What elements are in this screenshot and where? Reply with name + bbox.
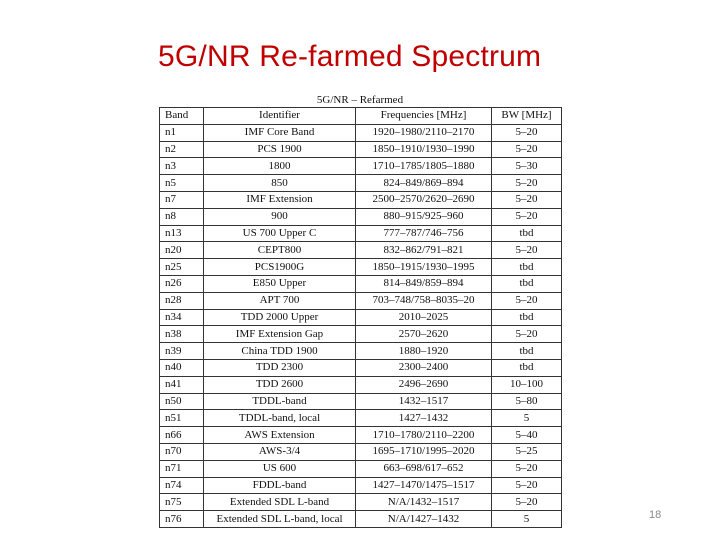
table-row xyxy=(160,225,562,242)
cell-band: n20 xyxy=(160,242,204,259)
cell-identifier: 900 xyxy=(204,208,356,225)
cell-bw: 10–100 xyxy=(492,376,562,393)
cell-frequencies: 2496–2690 xyxy=(356,376,492,393)
cell-identifier: 850 xyxy=(204,175,356,192)
cell-identifier: IMF Core Band xyxy=(204,124,356,141)
cell-frequencies: 1710–1780/2110–2200 xyxy=(356,427,492,444)
table-row xyxy=(160,208,562,225)
cell-band: n13 xyxy=(160,225,204,242)
cell-bw: 5–20 xyxy=(492,460,562,477)
cell-band: n34 xyxy=(160,309,204,326)
cell-identifier: IMF Extension xyxy=(204,191,356,208)
cell-identifier: US 600 xyxy=(204,460,356,477)
cell-frequencies: 824–849/869–894 xyxy=(356,175,492,192)
cell-bw: tbd xyxy=(492,259,562,276)
cell-bw: tbd xyxy=(492,359,562,376)
cell-frequencies: 1432–1517 xyxy=(356,393,492,410)
table-row xyxy=(160,460,562,477)
cell-identifier: US 700 Upper C xyxy=(204,225,356,242)
table-row xyxy=(160,124,562,141)
table-row xyxy=(160,326,562,343)
cell-bw: 5–20 xyxy=(492,242,562,259)
cell-bw: 5–20 xyxy=(492,124,562,141)
header-frequencies: Frequencies [MHz] xyxy=(356,108,492,125)
cell-identifier: TDD 2300 xyxy=(204,359,356,376)
cell-identifier: 1800 xyxy=(204,158,356,175)
cell-frequencies: N/A/1432–1517 xyxy=(356,494,492,511)
cell-band: n1 xyxy=(160,124,204,141)
table-row xyxy=(160,494,562,511)
cell-band: n7 xyxy=(160,191,204,208)
spectrum-table xyxy=(159,107,562,528)
page-number: 18 xyxy=(649,509,662,521)
table-row xyxy=(160,443,562,460)
cell-bw: tbd xyxy=(492,343,562,360)
cell-band: n38 xyxy=(160,326,204,343)
cell-bw: tbd xyxy=(492,275,562,292)
cell-frequencies: 1710–1785/1805–1880 xyxy=(356,158,492,175)
table-row xyxy=(160,376,562,393)
cell-band: n51 xyxy=(160,410,204,427)
cell-bw: 5–20 xyxy=(492,326,562,343)
table-caption: 5G/NR – Refarmed xyxy=(316,94,404,106)
table-row xyxy=(160,191,562,208)
cell-identifier: FDDL-band xyxy=(204,477,356,494)
cell-band: n70 xyxy=(160,443,204,460)
cell-bw: tbd xyxy=(492,309,562,326)
table-row xyxy=(160,427,562,444)
cell-identifier: APT 700 xyxy=(204,292,356,309)
cell-bw: 5–30 xyxy=(492,158,562,175)
spectrum-table-figure xyxy=(159,93,561,528)
header-bw: BW [MHz] xyxy=(492,108,562,125)
cell-frequencies: 1850–1915/1930–1995 xyxy=(356,259,492,276)
cell-band: n26 xyxy=(160,275,204,292)
table-body xyxy=(160,124,562,527)
cell-identifier: TDD 2000 Upper xyxy=(204,309,356,326)
cell-identifier: TDDL-band xyxy=(204,393,356,410)
cell-frequencies: 1880–1920 xyxy=(356,343,492,360)
table-row xyxy=(160,309,562,326)
table-row xyxy=(160,393,562,410)
cell-band: n41 xyxy=(160,376,204,393)
cell-frequencies: 777–787/746–756 xyxy=(356,225,492,242)
cell-band: n74 xyxy=(160,477,204,494)
cell-identifier: PCS 1900 xyxy=(204,141,356,158)
cell-frequencies: 814–849/859–894 xyxy=(356,275,492,292)
table-row xyxy=(160,410,562,427)
cell-bw: tbd xyxy=(492,225,562,242)
cell-band: n71 xyxy=(160,460,204,477)
cell-band: n8 xyxy=(160,208,204,225)
cell-frequencies: 1427–1432 xyxy=(356,410,492,427)
cell-frequencies: 1850–1910/1930–1990 xyxy=(356,141,492,158)
cell-bw: 5–20 xyxy=(492,191,562,208)
cell-identifier: AWS-3/4 xyxy=(204,443,356,460)
cell-bw: 5–80 xyxy=(492,393,562,410)
cell-bw: 5–20 xyxy=(492,141,562,158)
cell-bw: 5 xyxy=(492,410,562,427)
cell-frequencies: 2500–2570/2620–2690 xyxy=(356,191,492,208)
table-row xyxy=(160,158,562,175)
table-row xyxy=(160,511,562,528)
cell-identifier: AWS Extension xyxy=(204,427,356,444)
cell-band: n25 xyxy=(160,259,204,276)
cell-identifier: PCS1900G xyxy=(204,259,356,276)
table-row xyxy=(160,275,562,292)
cell-identifier: China TDD 1900 xyxy=(204,343,356,360)
cell-bw: 5–40 xyxy=(492,427,562,444)
cell-frequencies: 2010–2025 xyxy=(356,309,492,326)
cell-frequencies: 1695–1710/1995–2020 xyxy=(356,443,492,460)
cell-band: n28 xyxy=(160,292,204,309)
cell-frequencies: 1427–1470/1475–1517 xyxy=(356,477,492,494)
table-row xyxy=(160,292,562,309)
table-header-row xyxy=(160,108,562,125)
cell-band: n66 xyxy=(160,427,204,444)
cell-band: n75 xyxy=(160,494,204,511)
cell-identifier: IMF Extension Gap xyxy=(204,326,356,343)
cell-identifier: CEPT800 xyxy=(204,242,356,259)
cell-frequencies: 663–698/617–652 xyxy=(356,460,492,477)
cell-identifier: TDD 2600 xyxy=(204,376,356,393)
table-row xyxy=(160,343,562,360)
cell-band: n3 xyxy=(160,158,204,175)
table-row xyxy=(160,175,562,192)
cell-bw: 5 xyxy=(492,511,562,528)
cell-frequencies: 880–915/925–960 xyxy=(356,208,492,225)
header-band: Band xyxy=(160,108,204,125)
cell-identifier: E850 Upper xyxy=(204,275,356,292)
cell-bw: 5–20 xyxy=(492,292,562,309)
cell-band: n40 xyxy=(160,359,204,376)
cell-identifier: Extended SDL L-band xyxy=(204,494,356,511)
cell-bw: 5–25 xyxy=(492,443,562,460)
cell-band: n76 xyxy=(160,511,204,528)
cell-frequencies: 2570–2620 xyxy=(356,326,492,343)
table-row xyxy=(160,359,562,376)
cell-identifier: TDDL-band, local xyxy=(204,410,356,427)
table-row xyxy=(160,141,562,158)
slide-title: 5G/NR Re-farmed Spectrum xyxy=(158,40,542,73)
cell-frequencies: 832–862/791–821 xyxy=(356,242,492,259)
cell-band: n50 xyxy=(160,393,204,410)
cell-band: n5 xyxy=(160,175,204,192)
table-row xyxy=(160,477,562,494)
cell-bw: 5–20 xyxy=(492,175,562,192)
cell-frequencies: 703–748/758–8035–20 xyxy=(356,292,492,309)
table-row xyxy=(160,242,562,259)
cell-bw: 5–20 xyxy=(492,477,562,494)
cell-band: n2 xyxy=(160,141,204,158)
cell-bw: 5–20 xyxy=(492,208,562,225)
cell-bw: 5–20 xyxy=(492,494,562,511)
cell-frequencies: N/A/1427–1432 xyxy=(356,511,492,528)
header-identifier: Identifier xyxy=(204,108,356,125)
cell-band: n39 xyxy=(160,343,204,360)
cell-frequencies: 1920–1980/2110–2170 xyxy=(356,124,492,141)
cell-frequencies: 2300–2400 xyxy=(356,359,492,376)
table-row xyxy=(160,259,562,276)
cell-identifier: Extended SDL L-band, local xyxy=(204,511,356,528)
